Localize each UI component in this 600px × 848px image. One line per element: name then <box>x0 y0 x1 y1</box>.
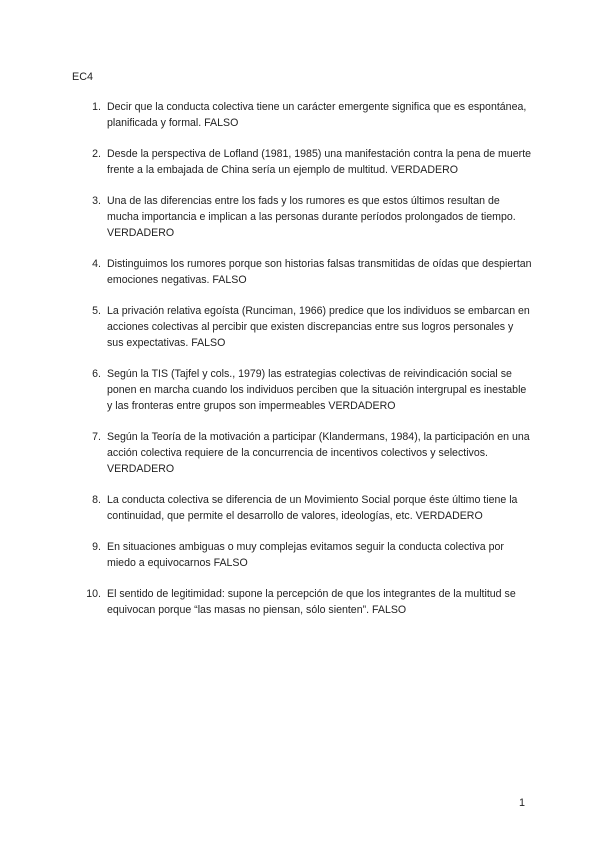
list-item <box>72 256 532 288</box>
item-number: 8. <box>92 494 101 506</box>
item-text: El sentido de legitimidad: supone la percepción de que los integrantes de la multitud se equivocan porque “las masas no piensan, sólo sienten”. FALSO <box>107 588 516 616</box>
item-number: 6. <box>92 368 101 380</box>
item-number: 1. <box>92 101 101 113</box>
item-number: 4. <box>92 258 101 270</box>
list-item <box>72 539 532 571</box>
item-text: La conducta colectiva se diferencia de un Movimiento Social porque éste último tiene la continuidad, que permite el desarrollo de valores, ideologías, etc. VERDADERO <box>107 494 518 522</box>
page-number: 1 <box>519 797 526 809</box>
list-item <box>72 366 532 414</box>
item-text: La privación relativa egoísta (Runciman, 1966) predice que los individuos se embarcan en acciones colectivas al percibir que existen discrepancias entre sus logros personales y sus expectativas. FALSO <box>107 305 530 349</box>
item-text: Según la TIS (Tajfel y cols., 1979) las estrategias colectivas de reivindicación social se ponen en marcha cuando los individuos perciben que la situación intergrupal es inestable y las fronteras entre grupos son impermeables VERDADERO <box>107 368 527 412</box>
item-text: Desde la perspectiva de Lofland (1981, 1985) una manifestación contra la pena de muerte frente a la embajada de China sería un ejemplo de multitud. VERDADERO <box>107 148 532 176</box>
item-number: 10. <box>86 588 101 600</box>
item-text: Distinguimos los rumores porque son historias falsas transmitidas de oídas que despiertan emociones negativas. FALSO <box>107 258 532 286</box>
item-text: En situaciones ambiguas o muy complejas evitamos seguir la conducta colectiva por miedo a equivocarnos FALSO <box>107 541 504 569</box>
list-item <box>72 492 532 524</box>
item-number: 7. <box>92 431 101 443</box>
list-item <box>72 146 532 178</box>
item-number: 2. <box>92 148 101 160</box>
item-text: Una de las diferencias entre los fads y los rumores es que estos últimos resultan de mucha importancia e implican a las personas durante períodos prolongados de tiempo. VERDADERO <box>107 195 516 239</box>
item-text: Según la Teoría de la motivación a participar (Klandermans, 1984), la participación en una acción colectiva requiere de la concurrencia de incentivos colectivos y selectivos. VERDADERO <box>107 431 530 475</box>
list-item <box>72 303 532 351</box>
statement-list <box>72 99 532 633</box>
list-item <box>72 429 532 477</box>
list-item <box>72 586 532 618</box>
list-item <box>72 99 532 131</box>
list-item <box>72 193 532 241</box>
item-number: 9. <box>92 541 101 553</box>
item-text: Decir que la conducta colectiva tiene un carácter emergente significa que es espontánea, planificada y formal. FALSO <box>107 101 527 129</box>
document-heading: EC4 <box>72 71 94 83</box>
item-number: 5. <box>92 305 101 317</box>
item-number: 3. <box>92 195 101 207</box>
